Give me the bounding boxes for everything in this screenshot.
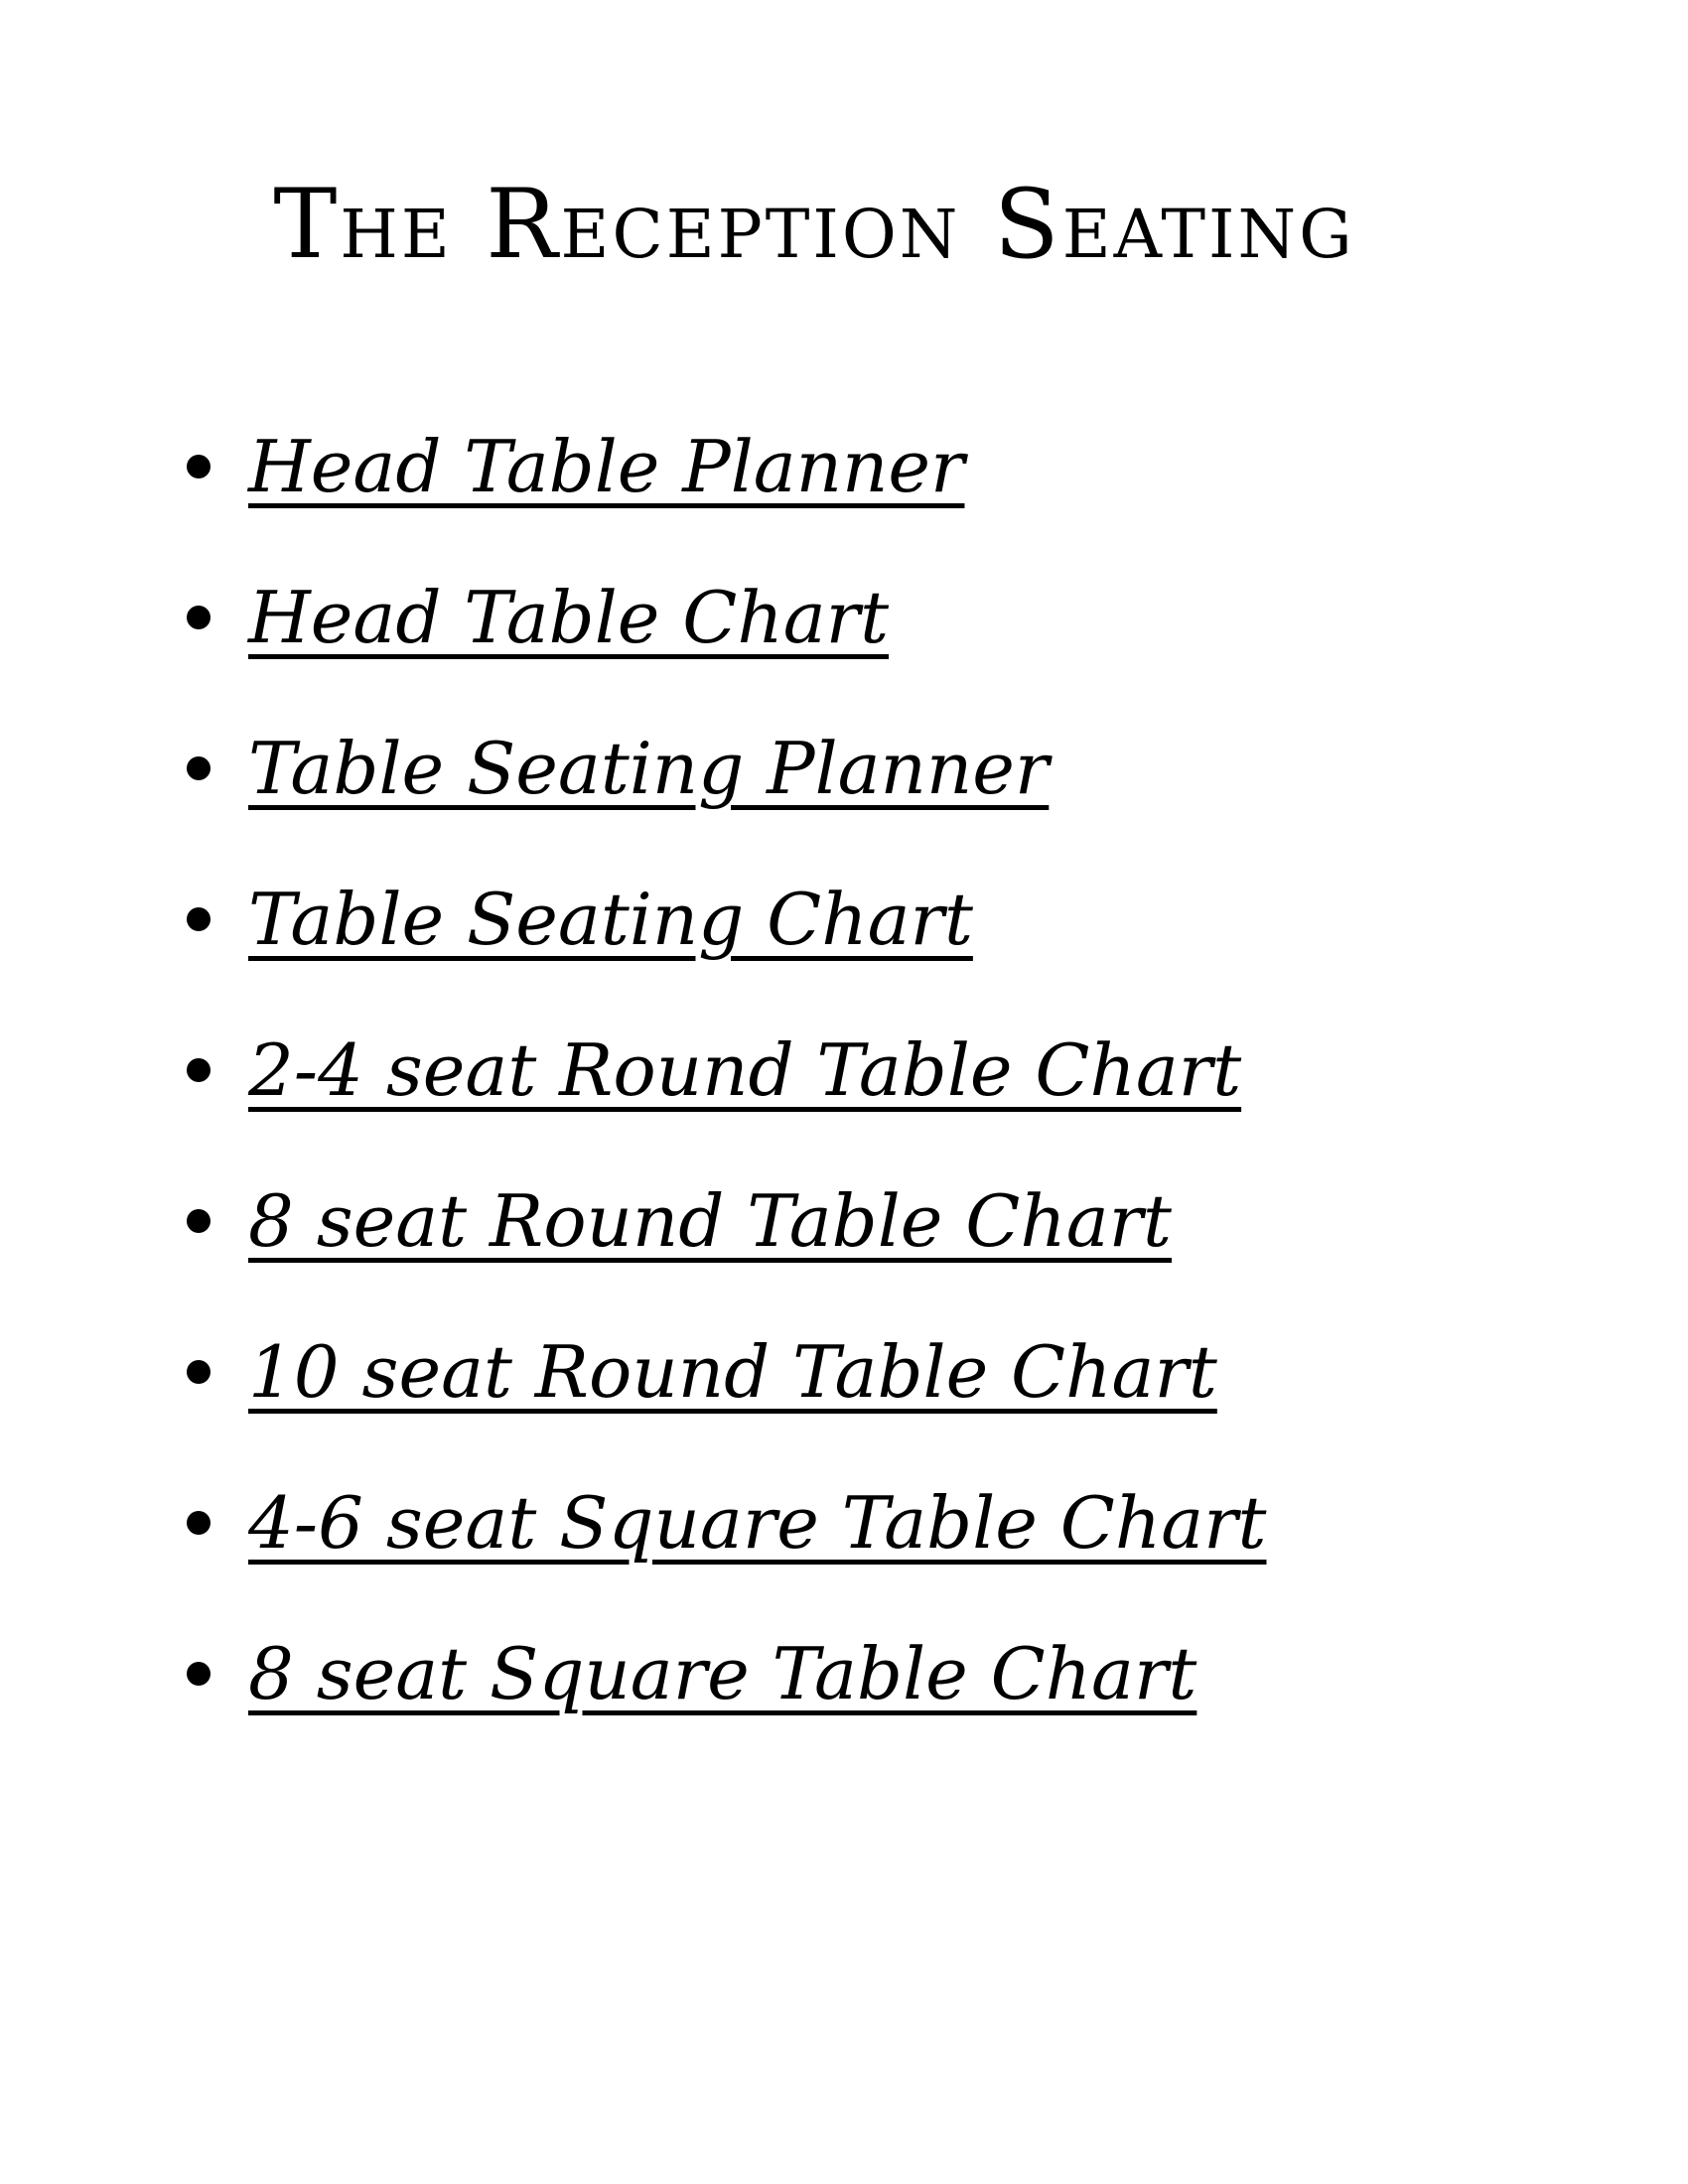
link-8-seat-round-table-chart[interactable]: 8 seat Round Table Chart (248, 1179, 1172, 1263)
bullet-icon (187, 1662, 211, 1686)
bullet-icon (187, 1058, 211, 1082)
bullet-icon (187, 1360, 211, 1384)
bullet-icon (187, 907, 211, 931)
bullet-icon (187, 756, 211, 780)
link-head-table-planner[interactable]: Head Table Planner (248, 425, 965, 508)
list-item (187, 844, 1266, 995)
link-8-seat-square-table-chart[interactable]: 8 seat Square Table Chart (248, 1632, 1197, 1715)
list-item (187, 542, 1266, 693)
link-table-seating-chart[interactable]: Table Seating Chart (248, 878, 973, 961)
bullet-icon (187, 606, 211, 629)
list-item (187, 1146, 1266, 1297)
list-item (187, 1297, 1266, 1447)
list-item (187, 391, 1266, 542)
list-item (187, 995, 1266, 1146)
link-10-seat-round-table-chart[interactable]: 10 seat Round Table Chart (248, 1330, 1217, 1414)
link-table-seating-planner[interactable]: Table Seating Planner (248, 727, 1050, 810)
list-item (187, 1447, 1266, 1598)
bullet-icon (187, 1209, 211, 1233)
link-2-4-seat-round-table-chart[interactable]: 2-4 seat Round Table Chart (248, 1028, 1242, 1112)
bullet-icon (187, 1511, 211, 1535)
bullet-icon (187, 455, 211, 478)
link-4-6-seat-square-table-chart[interactable]: 4-6 seat Square Table Chart (248, 1481, 1267, 1565)
page-title: The Reception Seating (273, 169, 1355, 280)
link-head-table-chart[interactable]: Head Table Chart (248, 576, 890, 659)
list-item (187, 1598, 1266, 1749)
list-item (187, 693, 1266, 844)
seating-link-list (187, 391, 1266, 1749)
